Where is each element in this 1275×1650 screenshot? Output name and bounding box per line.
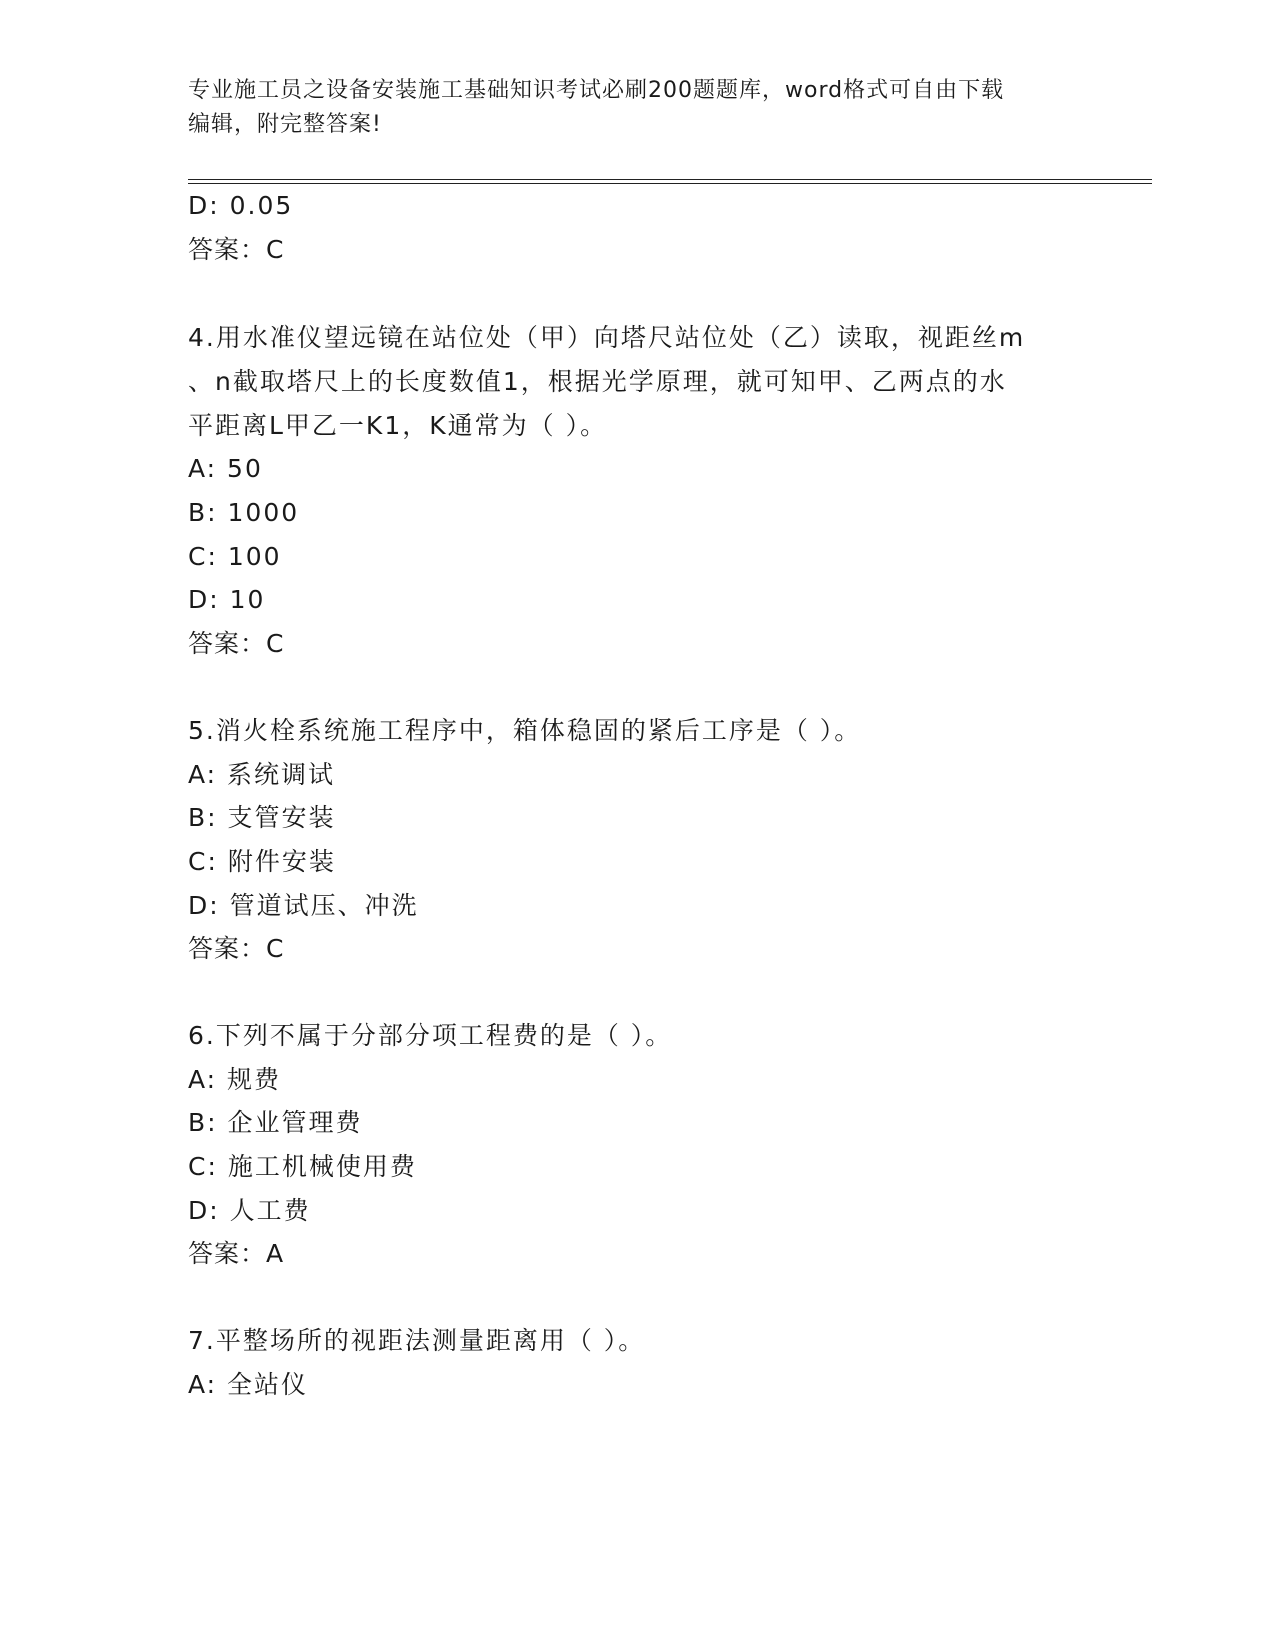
q6-option-c: C: 施工机械使用费 xyxy=(188,1152,417,1181)
q6-option-a: A: 规费 xyxy=(188,1065,282,1094)
q5-option-b: B: 支管安装 xyxy=(188,803,336,832)
q6-answer: 答案：A xyxy=(188,1239,285,1268)
document-header xyxy=(188,74,1068,142)
header-divider-bottom xyxy=(188,183,1152,184)
q6-stem: 6.下列不属于分部分项工程费的是（ ）。 xyxy=(188,1021,673,1050)
header-divider-top xyxy=(188,179,1152,180)
q4-option-d: D: 10 xyxy=(188,585,266,614)
q5-option-d: D: 管道试压、冲洗 xyxy=(188,891,419,920)
q4-option-b: B: 1000 xyxy=(188,498,300,527)
q7-stem: 7.平整场所的视距法测量距离用（ ）。 xyxy=(188,1326,646,1355)
q6-option-b: B: 企业管理费 xyxy=(188,1108,363,1137)
q5-option-a: A: 系统调试 xyxy=(188,760,336,789)
q5-stem: 5.消火栓系统施工程序中，箱体稳固的紧后工序是（ ）。 xyxy=(188,716,862,745)
q5-option-c: C: 附件安装 xyxy=(188,847,336,876)
q4-stem-line1: 4.用水准仪望远镜在站位处（甲）向塔尺站位处（乙）读取，视距丝m xyxy=(188,323,1026,352)
q6-option-d: D: 人工费 xyxy=(188,1196,311,1225)
q5-answer: 答案：C xyxy=(188,934,285,963)
q4-option-c: C: 100 xyxy=(188,542,282,571)
q4-stem-line2: 、n截取塔尺上的长度数值1，根据光学原理，就可知甲、乙两点的水 xyxy=(188,367,1007,396)
header-title-line2: 编辑，附完整答案! xyxy=(188,112,382,137)
q3-option-d: D: 0.05 xyxy=(188,191,294,220)
q4-answer: 答案：C xyxy=(188,629,285,658)
q4-option-a: A: 50 xyxy=(188,454,263,483)
q7-option-a: A: 全站仪 xyxy=(188,1370,309,1399)
q4-stem-line3: 平距离L甲乙一K1，K通常为（ ）。 xyxy=(188,411,608,440)
header-title-line1: 专业施工员之设备安装施工基础知识考试必刷200题题库，word格式可自由下载 xyxy=(188,78,1005,103)
q3-answer: 答案：C xyxy=(188,235,285,264)
